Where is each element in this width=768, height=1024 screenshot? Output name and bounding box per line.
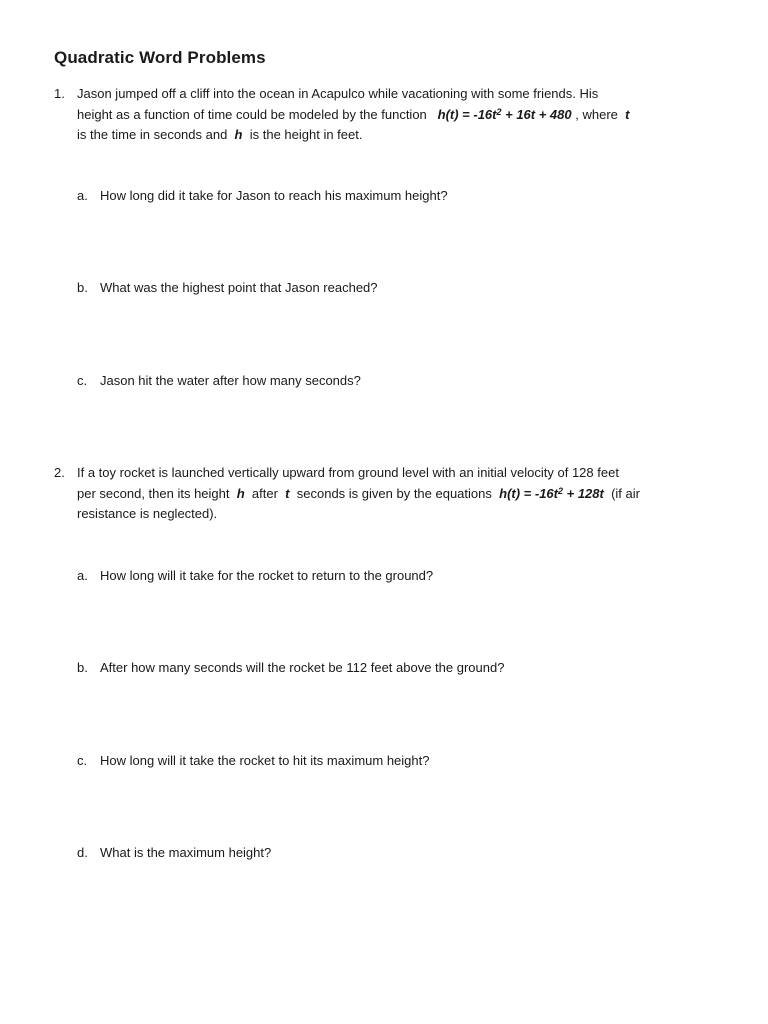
- problem-2a-question: How long will it take for the rocket to return to the ground?: [100, 568, 434, 583]
- problem-1-where: , where: [575, 106, 618, 122]
- problem-2-line-1: If a toy rocket is launched vertically upward from ground level with an initial velocity of 128 feet: [77, 465, 619, 480]
- problem-1-function-b: + 16t + 480: [501, 106, 572, 122]
- problem-1b-letter: b.: [77, 280, 88, 295]
- problem-2-function: [499, 486, 604, 501]
- problem-2-after: after: [251, 485, 278, 501]
- problem-2b-letter: b.: [77, 660, 88, 675]
- problem-2a-letter: a.: [77, 568, 88, 583]
- problem-1-line-2: [77, 105, 677, 126]
- page-title: Quadratic Word Problems: [54, 48, 266, 67]
- problem-2-line-3: resistance is neglected).: [77, 506, 218, 521]
- problem-1-line-1: Jason jumped off a cliff into the ocean in Acapulco while vacationing with some friends. His: [77, 86, 599, 101]
- problem-2-line-2-text: per second, then its height: [77, 485, 230, 501]
- problem-1-var-t: t: [625, 106, 630, 122]
- problem-1c-letter: c.: [77, 373, 88, 388]
- problem-1-number: 1.: [54, 86, 65, 101]
- problem-1-line-3: [77, 125, 677, 146]
- problem-1-statement: [77, 84, 677, 146]
- problem-2-seconds-text: seconds is given by the equations: [296, 485, 492, 501]
- problem-1-var-h: h: [234, 127, 243, 142]
- problem-2-function-a: h(t) = -16t: [499, 485, 558, 501]
- problem-1-function: [438, 107, 572, 122]
- problem-1b-question: What was the highest point that Jason reached?: [100, 280, 378, 295]
- problem-2c-letter: c.: [77, 753, 88, 768]
- problem-2-function-exponent: 2: [558, 485, 564, 496]
- problem-2-if-air: (if air: [611, 485, 640, 501]
- problem-1c-question: Jason hit the water after how many seconds?: [100, 373, 361, 388]
- problem-2-number: 2.: [54, 465, 65, 480]
- problem-2b-question: After how many seconds will the rocket be 112 feet above the ground?: [100, 660, 505, 675]
- problem-2d-question: What is the maximum height?: [100, 845, 272, 860]
- problem-2-line-2: [77, 484, 677, 505]
- problem-2d-letter: d.: [77, 845, 88, 860]
- problem-1-function-a: h(t) = -16t: [437, 106, 497, 122]
- problem-2-statement: [77, 463, 677, 525]
- problem-1-line-3-end: is the height in feet.: [249, 127, 363, 142]
- problem-2-function-b: + 128t: [563, 485, 604, 501]
- problem-2-var-h: h: [236, 485, 245, 501]
- problem-1-function-exponent: 2: [496, 106, 502, 117]
- problem-1-line-3-text: is the time in seconds and: [77, 127, 228, 142]
- problem-2-var-t: t: [285, 485, 290, 501]
- problem-1a-letter: a.: [77, 188, 88, 203]
- problem-2c-question: How long will it take the rocket to hit its maximum height?: [100, 753, 430, 768]
- problem-1-line-2-text: height as a function of time could be modeled by the function: [77, 106, 427, 122]
- problem-1a-question: How long did it take for Jason to reach his maximum height?: [100, 188, 448, 203]
